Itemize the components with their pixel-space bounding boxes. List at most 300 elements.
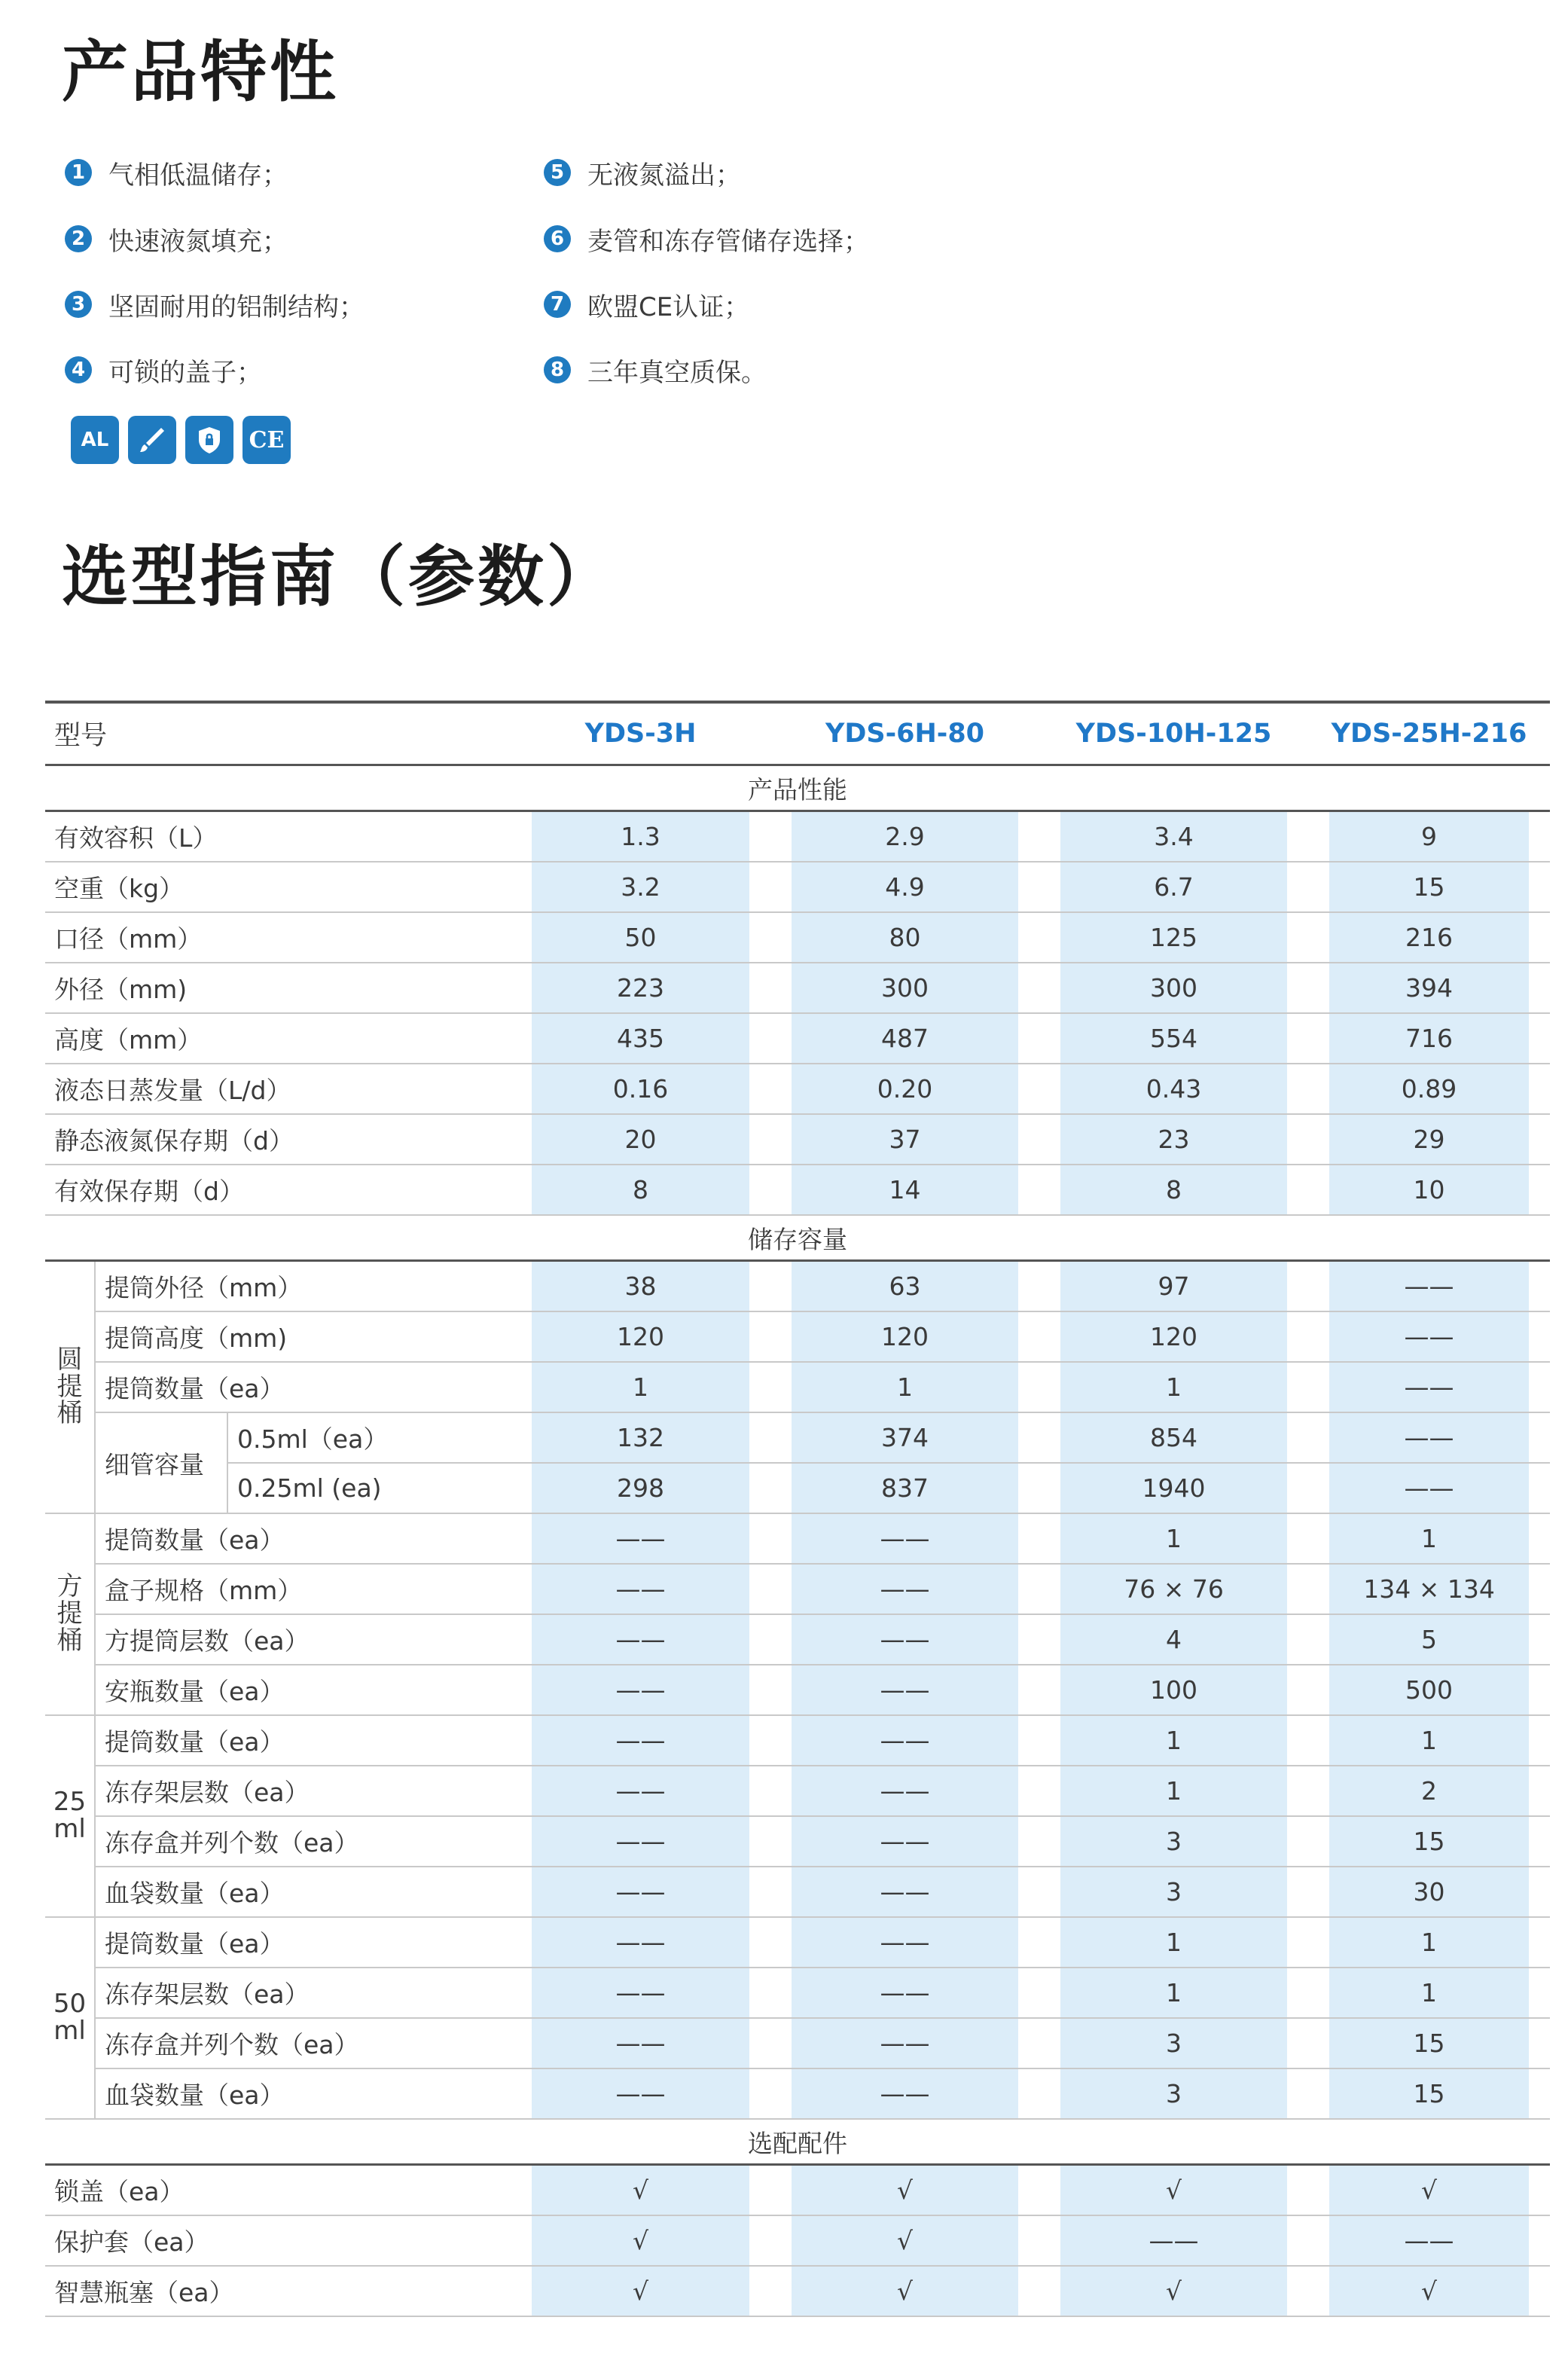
value-text: —— [615,1574,666,1604]
value-text: 15 [1413,2079,1445,2108]
value-text: 435 [617,1024,665,1053]
value-text: 120 [1150,1322,1198,1351]
value-cell [770,912,1039,963]
value-text: 14 [889,1175,921,1204]
value-text: 100 [1150,1675,1198,1705]
value-cell [1308,2068,1550,2119]
feature-item [544,353,767,387]
value-text: √ [633,2226,649,2255]
value-text: 1 [633,1372,649,1402]
table-header-row [45,702,1550,765]
value-text: 76 × 76 [1124,1574,1224,1604]
feature-item [65,287,365,322]
value-text: —— [615,1928,666,1957]
value-cell [511,1362,770,1412]
value-text: —— [1404,2226,1454,2255]
value-text: 2 [1421,1776,1438,1806]
value-text: 4 [1166,1625,1182,1654]
table-row [45,1165,1550,1215]
value-cell [511,1463,770,1513]
value-cell [1308,1766,1550,1816]
value-cell [511,1766,770,1816]
value-text: —— [1404,1423,1454,1452]
value-cell [770,1463,1039,1513]
row-label: 冻存架层数（ea） [95,1766,511,1816]
value-text: —— [880,2029,930,2058]
value-text: 1.3 [621,822,660,851]
value-cell [511,862,770,912]
section-title: 产品性能 [45,765,1550,811]
value-cell [770,1564,1039,1614]
value-text: 374 [881,1423,929,1452]
value-text: 1940 [1142,1473,1206,1503]
feature-number-icon: 7 [544,291,571,318]
value-cell [770,1766,1039,1816]
row-label: 提筒数量（ea） [95,1917,511,1968]
value-text: 3 [1166,2029,1182,2058]
table-row [45,1114,1550,1165]
row-label: 血袋数量（ea） [95,1867,511,1917]
value-text: 1 [1421,1524,1438,1553]
value-cell [1039,963,1308,1013]
row-label: 冻存盒并列个数（ea） [95,2018,511,2068]
row-label: 冻存盒并列个数（ea） [95,1816,511,1867]
value-text: 394 [1405,973,1454,1003]
value-text: —— [880,1524,930,1553]
row-label: 安瓶数量（ea） [95,1665,511,1715]
table-row [45,1968,1550,2018]
feature-text: 坚固耐用的铝制结构； [108,292,365,322]
model-header: YDS-6H-80 [770,702,1039,765]
table-row [45,1513,1550,1564]
group-label [45,1715,95,1917]
row-label: 血袋数量（ea） [95,2068,511,2119]
table-row [45,1311,1550,1362]
value-cell [1039,1665,1308,1715]
value-text: —— [1404,1272,1454,1301]
value-text: —— [880,1675,930,1705]
value-text: 5 [1421,1625,1438,1654]
table-row [45,2165,1550,2216]
value-text: 23 [1158,1125,1190,1154]
table-row [45,1064,1550,1114]
value-text: 1 [1166,1776,1182,1806]
spec-table [45,701,1550,2317]
feature-text: 麦管和冻存管储存选择； [587,226,869,257]
feature-item [65,221,288,256]
value-text: √ [1166,2276,1182,2306]
value-text: —— [880,1827,930,1856]
value-text: —— [615,1978,666,2007]
value-cell [1308,1715,1550,1766]
aluminum-icon: AL [71,416,119,464]
value-text: —— [880,1726,930,1755]
value-text: 2.9 [885,822,925,851]
table-row [45,1766,1550,1816]
value-text: 1 [1421,1928,1438,1957]
value-cell [511,1665,770,1715]
value-cell [1039,2215,1308,2266]
feature-number-icon: 4 [65,356,92,383]
value-cell [1308,1165,1550,1215]
value-cell [770,1165,1039,1215]
value-text: 1 [1166,1978,1182,2007]
value-text: 8 [1166,1175,1182,1204]
model-header: YDS-25H-216 [1308,702,1550,765]
value-text: 298 [617,1473,665,1503]
row-label: 锁盖（ea） [45,2165,511,2216]
row-label: 有效容积（L） [45,811,511,862]
value-text: 9 [1421,822,1438,851]
value-cell [1308,912,1550,963]
section-title: 选配配件 [45,2119,1550,2165]
value-text: 38 [624,1272,657,1301]
value-cell [511,1564,770,1614]
row-label: 0.5ml（ea） [227,1412,511,1463]
feature-number-icon: 2 [65,225,92,252]
table-row [45,912,1550,963]
value-text: 15 [1413,2029,1445,2058]
table-row [45,1013,1550,1064]
value-text: 1 [1166,1726,1182,1755]
value-text: √ [1166,2175,1182,2205]
row-label: 液态日蒸发量（L/d） [45,1064,511,1114]
feature-number-icon: 5 [544,159,571,186]
value-cell [511,2266,770,2316]
value-text: 1 [1166,1524,1182,1553]
feature-item [544,155,741,190]
value-text: 97 [1158,1272,1190,1301]
value-text: —— [615,2029,666,2058]
value-cell [511,1513,770,1564]
value-cell [1039,912,1308,963]
value-cell [1308,1614,1550,1665]
value-cell [1039,1715,1308,1766]
value-cell [770,1362,1039,1412]
value-text: 0.16 [612,1074,669,1104]
row-label: 提筒数量（ea） [95,1513,511,1564]
feature-number-icon: 8 [544,356,571,383]
value-cell [770,1013,1039,1064]
row-label: 有效保存期（d） [45,1165,511,1215]
group-label [45,1261,95,1514]
value-text: √ [897,2226,914,2255]
value-cell [770,963,1039,1013]
value-text: 20 [624,1125,657,1154]
value-text: 0.43 [1145,1074,1202,1104]
value-text: —— [615,1675,666,1705]
value-text: —— [615,1625,666,1654]
value-cell [770,2266,1039,2316]
value-text: 1 [897,1372,914,1402]
value-text: —— [880,1776,930,1806]
feature-item [544,221,869,256]
row-label: 智慧瓶塞（ea） [45,2266,511,2316]
value-text: —— [1404,1322,1454,1351]
value-cell [770,1968,1039,2018]
group-text: 50 [53,1989,87,2020]
ce-mark-icon: CE [243,416,291,464]
group-unit: ml [53,2016,86,2046]
value-cell [770,1412,1039,1463]
row-label: 高度（mm） [45,1013,511,1064]
value-text: 0.20 [877,1074,933,1104]
value-cell [1039,1114,1308,1165]
value-cell [770,2018,1039,2068]
table-row [45,1917,1550,1968]
group-text: 方提桶 [56,1571,83,1656]
group-text: 25 [53,1787,87,1818]
value-cell [1039,1513,1308,1564]
value-cell [1039,1968,1308,2018]
table-row [45,1412,1550,1463]
value-text: 120 [881,1322,929,1351]
model-header-label: 型号 [45,702,511,765]
group-label [45,1513,95,1715]
value-text: 134 × 134 [1363,1574,1495,1604]
value-cell [1039,1766,1308,1816]
value-cell [1039,1362,1308,1412]
table-row [45,1564,1550,1614]
value-text: 37 [889,1125,921,1154]
value-cell [770,1311,1039,1362]
value-cell [511,1412,770,1463]
value-cell [1039,1463,1308,1513]
row-label: 提筒数量（ea） [95,1362,511,1412]
value-text: 30 [1413,1877,1445,1907]
table-row [45,2068,1550,2119]
value-text: —— [615,1877,666,1907]
value-cell [1308,1362,1550,1412]
feature-text: 三年真空质保。 [587,357,767,388]
value-text: —— [1149,2226,1199,2255]
value-cell [1039,1614,1308,1665]
value-text: —— [880,1928,930,1957]
value-cell [770,1867,1039,1917]
value-cell [1308,1261,1550,1312]
value-text: —— [615,1524,666,1553]
value-cell [1039,1412,1308,1463]
value-text: 3 [1166,1827,1182,1856]
value-text: 132 [617,1423,665,1452]
value-text: 1 [1166,1928,1182,1957]
value-cell [1039,1564,1308,1614]
value-text: —— [880,1978,930,2007]
shield-lock-icon [185,416,233,464]
value-text: 500 [1405,1675,1454,1705]
value-text: 854 [1150,1423,1198,1452]
value-cell [1039,1261,1308,1312]
value-cell [511,963,770,1013]
value-text: 29 [1413,1125,1445,1154]
feature-item [544,287,749,322]
value-cell [511,1013,770,1064]
value-cell [1039,2018,1308,2068]
feature-number-icon: 6 [544,225,571,252]
value-cell [1308,1463,1550,1513]
section-row [45,2119,1550,2165]
value-cell [770,2215,1039,2266]
value-cell [1308,1513,1550,1564]
value-cell [511,1261,770,1312]
value-cell [770,1064,1039,1114]
section-title: 储存容量 [45,1215,1550,1261]
value-cell [511,1867,770,1917]
value-text: 80 [889,923,921,952]
value-cell [1308,811,1550,862]
value-cell [770,1917,1039,1968]
row-label: 空重（kg） [45,862,511,912]
value-cell [511,2215,770,2266]
value-cell [770,862,1039,912]
value-cell [770,1114,1039,1165]
section-row [45,1215,1550,1261]
feature-text: 可锁的盖子； [108,357,262,388]
value-text: —— [1404,1473,1454,1503]
value-cell [511,2068,770,2119]
feature-item [65,353,262,387]
value-cell [511,1614,770,1665]
value-text: 1 [1421,1726,1438,1755]
value-cell [770,811,1039,862]
row-label: 提筒高度（mm) [95,1311,511,1362]
feature-number-icon: 1 [65,159,92,186]
value-text: √ [897,2276,914,2306]
table-row [45,2018,1550,2068]
value-cell [770,1513,1039,1564]
value-cell [770,1614,1039,1665]
value-cell [1308,2018,1550,2068]
row-label: 0.25ml (ea) [227,1463,511,1513]
value-text: —— [615,2079,666,2108]
value-text: 15 [1413,1827,1445,1856]
value-cell [1039,1165,1308,1215]
row-label: 保护套（ea） [45,2215,511,2266]
value-text: —— [880,1574,930,1604]
model-header: YDS-3H [511,702,770,765]
value-cell [1308,1412,1550,1463]
value-cell [511,1311,770,1362]
group-unit: ml [53,1814,86,1844]
value-text: —— [615,1827,666,1856]
value-cell [1308,2165,1550,2216]
feature-item [65,155,288,190]
value-cell [1039,2165,1308,2216]
value-cell [1308,2215,1550,2266]
value-text: 15 [1413,872,1445,902]
section-row [45,765,1550,811]
table-row [45,862,1550,912]
value-cell [1039,1816,1308,1867]
table-row [45,1463,1550,1513]
value-text: —— [880,2079,930,2108]
value-cell [1039,1311,1308,1362]
table-row [45,1261,1550,1312]
value-text: 8 [633,1175,649,1204]
value-cell [1039,1013,1308,1064]
value-cell [1039,811,1308,862]
value-cell [1308,1013,1550,1064]
value-cell [1308,862,1550,912]
value-text: 4.9 [885,872,925,902]
value-cell [511,1968,770,2018]
value-text: 120 [617,1322,665,1351]
value-cell [1308,1114,1550,1165]
value-text: √ [633,2175,649,2205]
value-cell [770,1261,1039,1312]
table-row [45,2266,1550,2316]
value-cell [1308,1665,1550,1715]
row-label: 盒子规格（mm） [95,1564,511,1614]
row-label: 提筒外径（mm） [95,1261,511,1312]
table-row [45,1867,1550,1917]
value-text: 300 [1150,973,1198,1003]
brush-icon [128,416,176,464]
table-row [45,811,1550,862]
subgroup-label: 细管容量 [95,1412,227,1513]
value-text: 223 [617,973,665,1003]
value-cell [770,1665,1039,1715]
table-row [45,963,1550,1013]
table-row [45,1362,1550,1412]
row-label: 静态液氮保存期（d） [45,1114,511,1165]
feature-number-icon: 3 [65,291,92,318]
value-text: 50 [624,923,657,952]
value-cell [1308,1064,1550,1114]
value-text: 10 [1413,1175,1445,1204]
value-text: √ [1421,2276,1438,2306]
guide-title: 选型指南（参数） [62,538,617,615]
value-text: √ [1421,2175,1438,2205]
value-text: 6.7 [1154,872,1194,902]
row-label: 口径（mm） [45,912,511,963]
value-cell [511,1917,770,1968]
value-cell [511,811,770,862]
feature-text: 气相低温储存； [108,160,288,191]
value-cell [511,1715,770,1766]
value-cell [770,1816,1039,1867]
value-text: 554 [1150,1024,1198,1053]
value-text: 0.89 [1401,1074,1457,1104]
table-row [45,1665,1550,1715]
value-cell [1039,2266,1308,2316]
value-text: —— [615,1726,666,1755]
feature-text: 快速液氮填充； [108,226,288,257]
value-cell [1039,1867,1308,1917]
value-text: √ [897,2175,914,2205]
value-text: √ [633,2276,649,2306]
value-cell [1308,1867,1550,1917]
value-text: 216 [1405,923,1454,952]
value-text: 300 [881,973,929,1003]
value-text: 1 [1166,1372,1182,1402]
value-cell [1039,1064,1308,1114]
value-text: 125 [1150,923,1198,952]
features-title: 产品特性 [62,33,340,111]
value-text: 63 [889,1272,921,1301]
value-cell [770,1715,1039,1766]
value-text: 3 [1166,1877,1182,1907]
table-row [45,2215,1550,2266]
value-text: —— [880,1877,930,1907]
value-cell [1308,2266,1550,2316]
value-cell [1308,1917,1550,1968]
value-cell [770,2068,1039,2119]
table-row [45,1816,1550,1867]
value-cell [1039,862,1308,912]
row-label: 冻存架层数（ea） [95,1968,511,2018]
value-cell [1308,1968,1550,2018]
